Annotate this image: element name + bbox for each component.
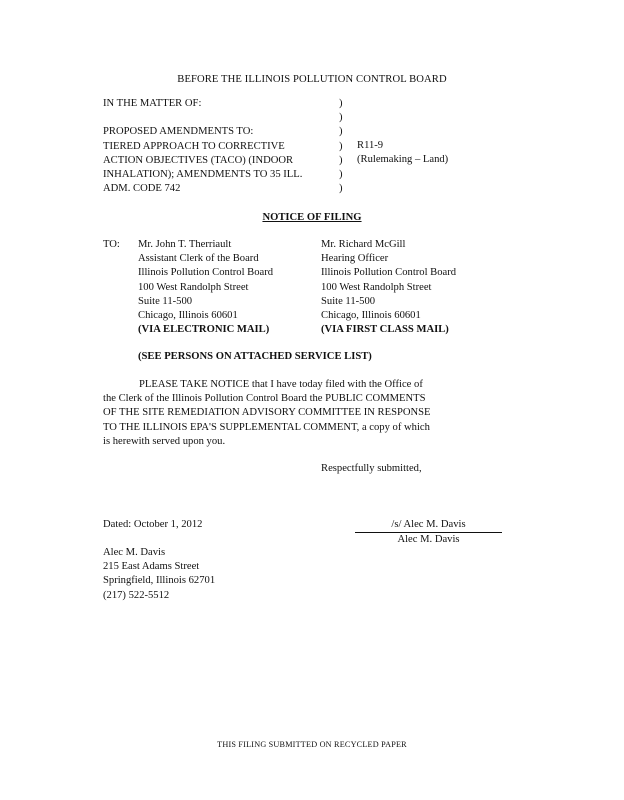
caption-line: INHALATION); AMENDMENTS TO 35 ILL. <box>103 168 303 180</box>
notice-paragraph-text: PLEASE TAKE NOTICE that I have today filed with the Office of the Clerk of the Illinois Pollution Control Board the PUBLIC COMMENTS OF THE SITE REMEDIATION ADVISORY COMMITTEE IN RESPONSE TO THE ILLINOIS EPA'S SUPPLEMENTAL COMMENT, a copy of which is herewith served upon you. <box>103 379 431 447</box>
caption-line <box>103 111 302 125</box>
notice-title: NOTICE OF FILING <box>262 212 362 223</box>
recipient-suite: Suite 11-500 <box>321 295 376 307</box>
caption-line: TIERED APPROACH TO CORRECTIVE <box>103 140 285 152</box>
recipient-address-2 <box>321 238 456 337</box>
recipient-city: Chicago, Illinois 60601 <box>321 309 421 321</box>
delivery-method: (VIA FIRST CLASS MAIL) <box>321 324 449 336</box>
signature-block <box>355 518 502 547</box>
docket-number: R11-9 <box>357 140 384 151</box>
sender-name: Alec M. Davis <box>103 547 166 558</box>
recipient-title: Hearing Officer <box>321 253 389 265</box>
recipient-name: Mr. Richard McGill <box>321 239 406 250</box>
caption-parentheses <box>339 97 343 196</box>
caption-paren: ) <box>339 112 343 124</box>
caption-paren: ) <box>339 154 343 166</box>
sender-city: Springfield, Illinois 62701 <box>103 575 216 587</box>
caption-line: IN THE MATTER OF: <box>103 98 202 109</box>
recipient-street: 100 West Randolph Street <box>321 281 432 293</box>
document-title: BEFORE THE ILLINOIS POLLUTION CONTROL BOARD <box>177 74 447 85</box>
caption-paren: ) <box>339 168 343 180</box>
recipient-org: Illinois Pollution Control Board <box>321 267 457 279</box>
caption-line: ACTION OBJECTIVES (TACO) (INDOOR <box>103 154 294 166</box>
signature: /s/ Alec M. Davis <box>355 518 502 533</box>
service-list-note: (SEE PERSONS ON ATTACHED SERVICE LIST) <box>138 351 372 362</box>
recipient-org: Illinois Pollution Control Board <box>138 267 274 279</box>
sender-street: 215 East Adams Street <box>103 561 200 573</box>
notice-heading <box>0 211 624 225</box>
respectfully-submitted: Respectfully submitted, <box>321 463 422 474</box>
docket-type: (Rulemaking – Land) <box>357 154 449 166</box>
date-line: Dated: October 1, 2012 <box>103 519 203 530</box>
recycled-paper-footer: THIS FILING SUBMITTED ON RECYCLED PAPER <box>217 740 407 749</box>
recipient-street: 100 West Randolph Street <box>138 281 249 293</box>
sender-address <box>103 546 215 603</box>
notice-paragraph <box>103 378 431 449</box>
to-label: TO: <box>103 239 120 250</box>
recipient-title: Assistant Clerk of the Board <box>138 253 259 265</box>
caption-line: ADM. CODE 742 <box>103 183 181 195</box>
caption-paren: ) <box>339 126 343 138</box>
caption-paren: ) <box>339 98 343 109</box>
recipient-address-1 <box>138 238 273 337</box>
delivery-method: (VIA ELECTRONIC MAIL) <box>138 324 270 336</box>
signature-name: Alec M. Davis <box>397 534 460 546</box>
caption-paren: ) <box>339 183 343 195</box>
recipient-city: Chicago, Illinois 60601 <box>138 309 238 321</box>
caption-line: PROPOSED AMENDMENTS TO: <box>103 126 254 138</box>
recipient-suite: Suite 11-500 <box>138 295 193 307</box>
sender-phone: (217) 522-5512 <box>103 589 170 601</box>
caption-paren: ) <box>339 140 343 152</box>
recipient-name: Mr. John T. Therriault <box>138 239 232 250</box>
case-caption <box>103 97 302 196</box>
docket-info <box>357 139 448 167</box>
